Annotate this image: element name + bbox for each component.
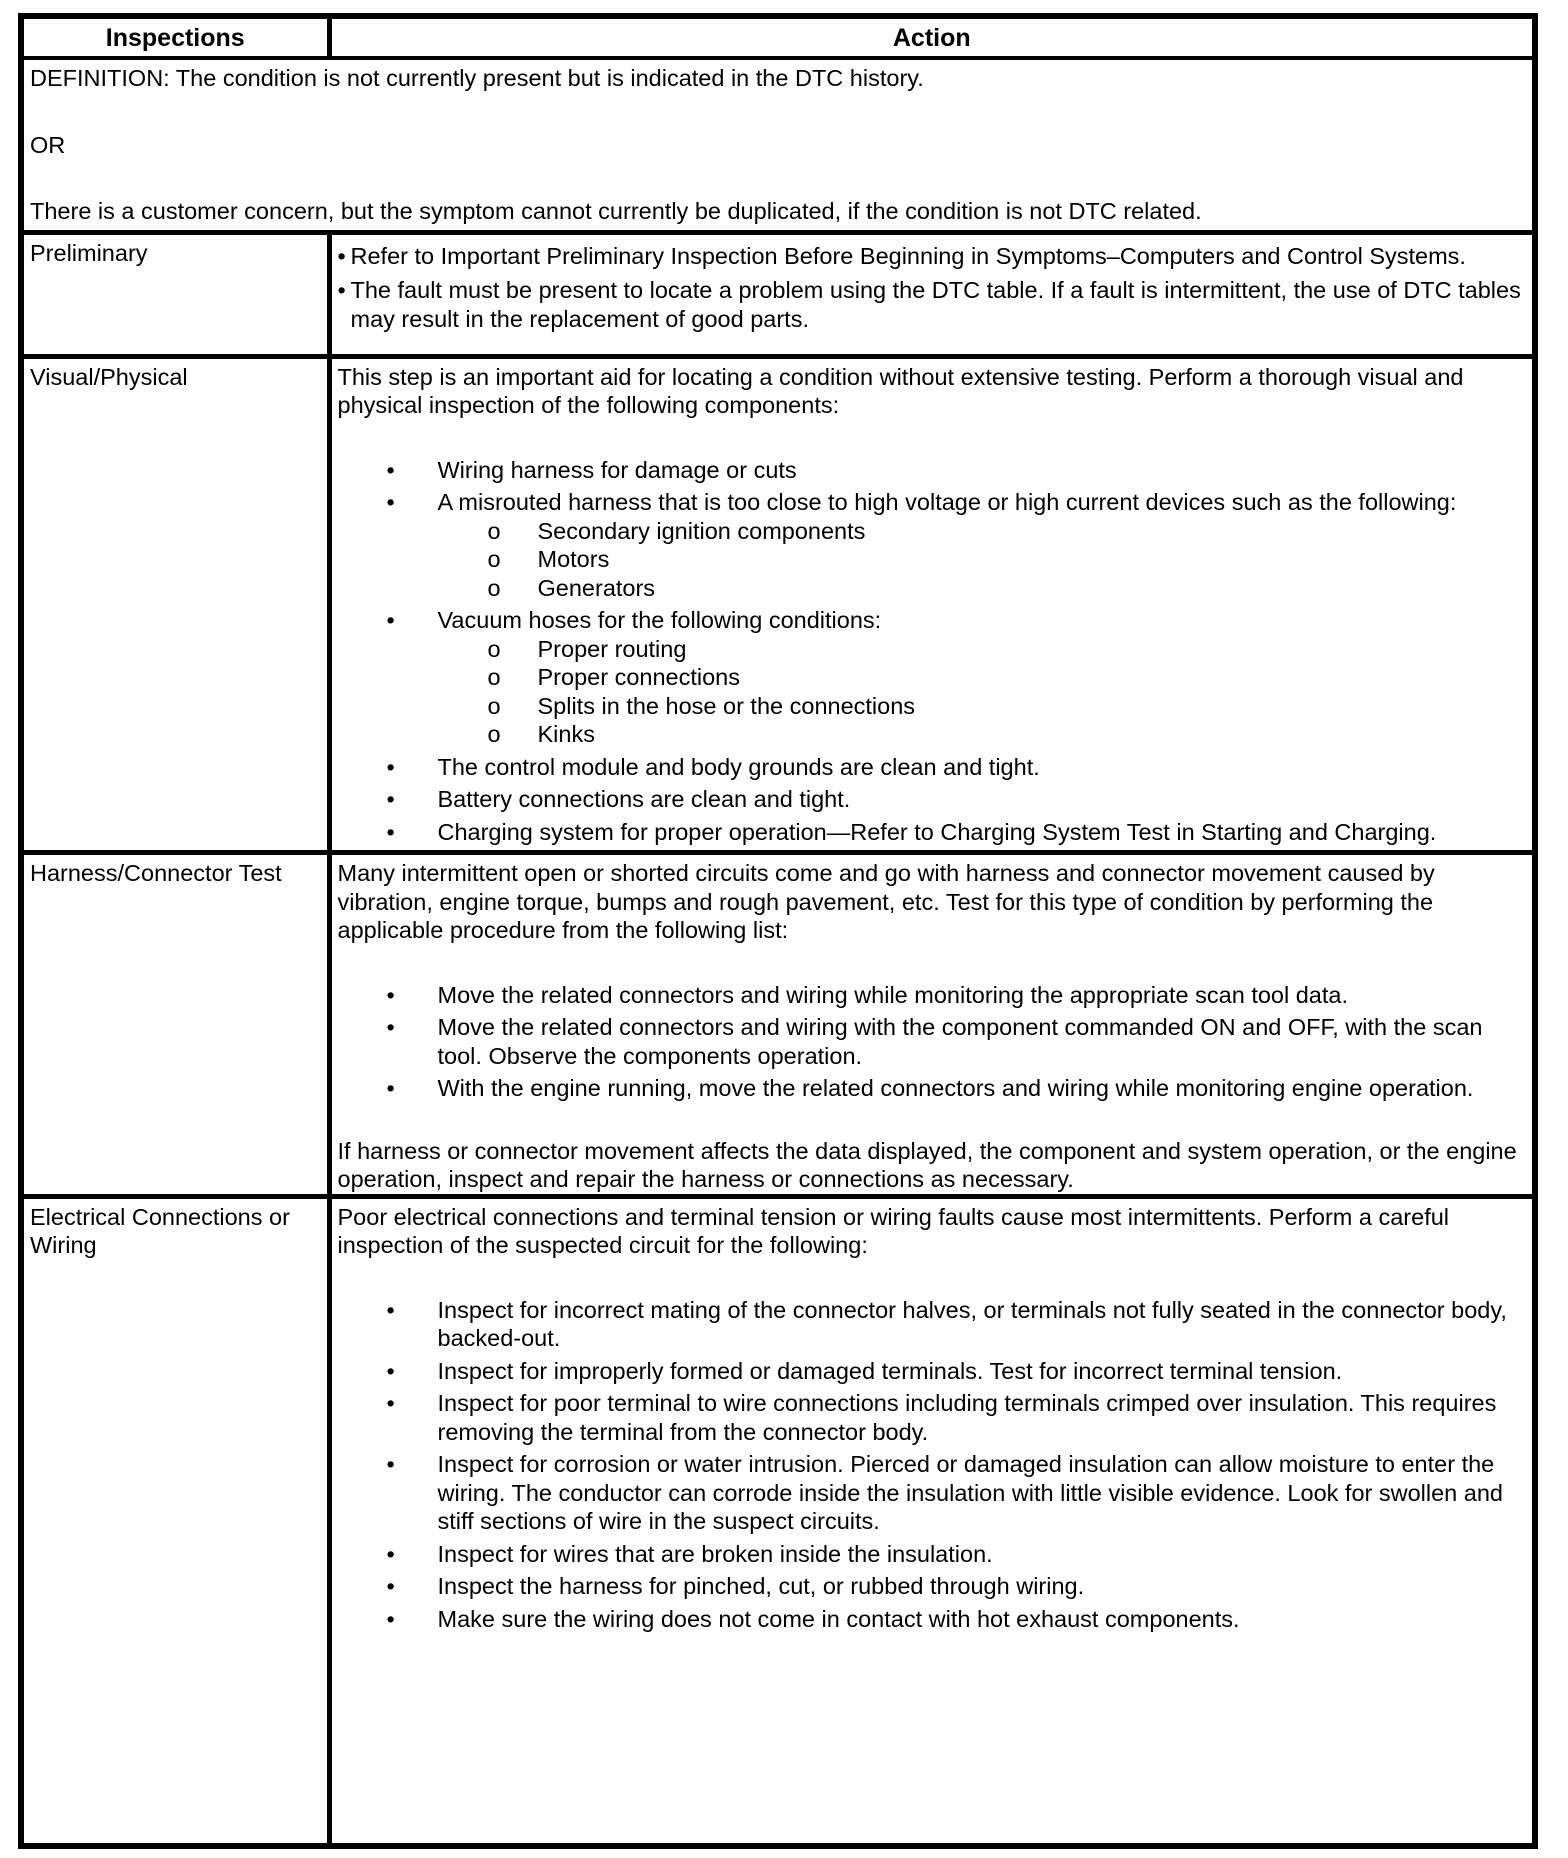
sub-item-text: Proper routing — [537, 635, 687, 662]
preliminary-item-1: Refer to Important Preliminary Inspection Before Beginning in Symptoms–Computers and Control Systems. — [350, 242, 1466, 269]
list-item — [338, 753, 1527, 782]
visual-item-text: Battery connections are clean and tight. — [437, 786, 851, 812]
visual-item-text: Vacuum hoses for the following conditions: — [437, 607, 882, 633]
harness-conclusion: If harness or connector movement affects the data displayed, the component and system operation, or the engine operation, inspect and repair the harness or connections as necessary. — [337, 1137, 1517, 1192]
bullet-icon: • — [386, 818, 395, 845]
bullet-icon: • — [386, 1451, 395, 1477]
electrical-checklist — [338, 1296, 1527, 1634]
sub-list-item — [438, 517, 1527, 546]
electrical-item-text: Make sure the wiring does not come in contact with hot exhaust components. — [437, 1605, 1240, 1632]
definition-or: OR — [30, 131, 66, 158]
list-item — [338, 785, 1527, 814]
action-cell-visual — [329, 356, 1533, 853]
list-item — [338, 1013, 1527, 1070]
electrical-item-text: Inspect for wires that are broken inside the insulation. — [437, 1540, 993, 1567]
visual-intro: This step is an important aid for locating a condition without extensive testing. Perform a thorough visual and physical inspection of the following components: — [337, 363, 1464, 418]
list-item — [338, 981, 1527, 1010]
circle-bullet-icon: o — [487, 721, 501, 747]
harness-item-text: Move the related connectors and wiring with the component commanded ON and OFF, with the scan tool. Observe the components operation. — [437, 1014, 1483, 1069]
harness-intro: Many intermittent open or shorted circuits come and go with harness and connector movement caused by vibration, engine torque, bumps and rough pavement, etc. Test for this type of condition by performing the applicable procedure from the following list: — [337, 860, 1435, 943]
definition-row — [23, 58, 1533, 232]
visual-checklist — [338, 456, 1527, 847]
list-item — [338, 1357, 1527, 1386]
list-item — [338, 818, 1527, 847]
visual-item-text: A misrouted harness that is too close to high voltage or high current devices such as the following: — [437, 489, 1457, 515]
bullet-icon: • — [386, 1390, 395, 1416]
inspection-label-electrical: Electrical Connections or Wiring — [23, 1196, 329, 1844]
list-item — [338, 488, 1527, 602]
bullet-icon: • — [386, 1573, 395, 1599]
harness-item-text: With the engine running, move the related connectors and wiring while monitoring engine operation. — [437, 1075, 1474, 1101]
circle-bullet-icon: o — [487, 546, 501, 572]
definition-customer-concern: There is a customer concern, but the symptom cannot currently be duplicated, if the condition is not DTC related. — [30, 198, 1202, 224]
visual-item-text: The control module and body grounds are clean and tight. — [437, 753, 1040, 780]
bullet-icon: • — [386, 1014, 395, 1040]
circle-bullet-icon: o — [487, 635, 501, 662]
inspection-label-preliminary: Preliminary — [23, 232, 329, 356]
sub-list-item — [438, 720, 1527, 749]
sub-item-text: Motors — [537, 546, 610, 572]
action-cell-harness — [329, 853, 1533, 1197]
harness-checklist — [338, 981, 1527, 1103]
inspection-table — [22, 17, 1534, 1845]
bullet-icon: • — [386, 1296, 395, 1323]
list-item — [338, 1572, 1527, 1601]
header-action: Action — [329, 18, 1533, 58]
sub-list-item — [438, 692, 1527, 721]
electrical-item-text: Inspect for incorrect mating of the connector halves, or terminals not fully seated in the connector body, backed-out. — [437, 1296, 1507, 1351]
bullet-icon: • — [386, 1540, 395, 1567]
bullet-icon: • — [386, 1075, 395, 1101]
electrical-item-text: Inspect the harness for pinched, cut, or rubbed through wiring. — [437, 1573, 1085, 1599]
inspection-table-document — [18, 13, 1538, 1849]
definition-cell — [23, 58, 1533, 232]
list-item — [338, 1296, 1527, 1353]
circle-bullet-icon: o — [487, 517, 501, 544]
list-item — [338, 242, 1527, 271]
bullet-icon: • — [386, 607, 395, 633]
sub-item-text: Generators — [537, 574, 656, 601]
sub-list-item — [438, 545, 1527, 574]
sub-item-text: Secondary ignition components — [537, 517, 866, 544]
circle-bullet-icon: o — [487, 692, 501, 719]
bullet-icon: • — [386, 1605, 395, 1632]
sub-list-item — [438, 574, 1527, 603]
sub-item-text: Splits in the hose or the connections — [537, 692, 916, 719]
bullet-icon: • — [337, 277, 346, 303]
table-header-row — [23, 18, 1533, 58]
inspection-label-harness: Harness/Connector Test — [23, 853, 329, 1197]
electrical-item-text: Inspect for poor terminal to wire connections including terminals crimped over insulation. This requires removing the terminal from the connector body. — [437, 1390, 1497, 1445]
header-inspections: Inspections — [23, 18, 329, 58]
bullet-icon: • — [386, 1357, 395, 1384]
table-row-electrical — [23, 1196, 1533, 1844]
harness-item-text: Move the related connectors and wiring while monitoring the appropriate scan tool data. — [437, 981, 1348, 1008]
visual-item-text: Charging system for proper operation—Refer to Charging System Test in Starting and Charging. — [437, 818, 1437, 845]
electrical-item-text: Inspect for improperly formed or damaged terminals. Test for incorrect terminal tension. — [437, 1357, 1343, 1384]
list-item — [338, 1074, 1527, 1103]
electrical-intro: Poor electrical connections and terminal tension or wiring faults cause most intermittents. Perform a careful inspection of the suspected circuit for the following: — [337, 1203, 1450, 1258]
inspection-label-visual: Visual/Physical — [23, 356, 329, 853]
bullet-icon: • — [386, 753, 395, 780]
list-item — [338, 1605, 1527, 1634]
sub-list — [438, 517, 1527, 603]
bullet-icon: • — [386, 981, 395, 1008]
sub-item-text: Proper connections — [537, 664, 740, 690]
action-cell-preliminary — [329, 232, 1533, 356]
list-item — [338, 1450, 1527, 1536]
bullet-icon: • — [386, 489, 395, 515]
action-cell-electrical — [329, 1196, 1533, 1844]
table-row-harness-connector — [23, 853, 1533, 1197]
bullet-icon: • — [386, 456, 395, 483]
electrical-item-text: Inspect for corrosion or water intrusion. Pierced or damaged insulation can allow moisture to enter the wiring. The conductor can corrode inside the insulation with little visible evidence. Look for swollen and stiff sections of wire in the suspect circuits. — [437, 1451, 1503, 1534]
list-item — [338, 456, 1527, 485]
table-row-visual-physical — [23, 356, 1533, 853]
visual-item-text: Wiring harness for damage or cuts — [437, 456, 797, 483]
table-row-preliminary — [23, 232, 1533, 356]
circle-bullet-icon: o — [487, 664, 501, 690]
sub-item-text: Kinks — [537, 721, 595, 747]
circle-bullet-icon: o — [487, 574, 501, 601]
bullet-icon: • — [337, 242, 346, 269]
list-item — [338, 1540, 1527, 1569]
sub-list-item — [438, 663, 1527, 692]
list-item — [338, 1389, 1527, 1446]
bullet-icon: • — [386, 786, 395, 812]
preliminary-item-2: The fault must be present to locate a problem using the DTC table. If a fault is intermittent, the use of DTC tables may result in the replacement of good parts. — [350, 277, 1521, 332]
sub-list — [438, 635, 1527, 749]
definition-text: DEFINITION: The condition is not currently present but is indicated in the DTC history. — [30, 65, 924, 91]
list-item — [338, 606, 1527, 749]
list-item — [338, 276, 1527, 333]
sub-list-item — [438, 635, 1527, 664]
